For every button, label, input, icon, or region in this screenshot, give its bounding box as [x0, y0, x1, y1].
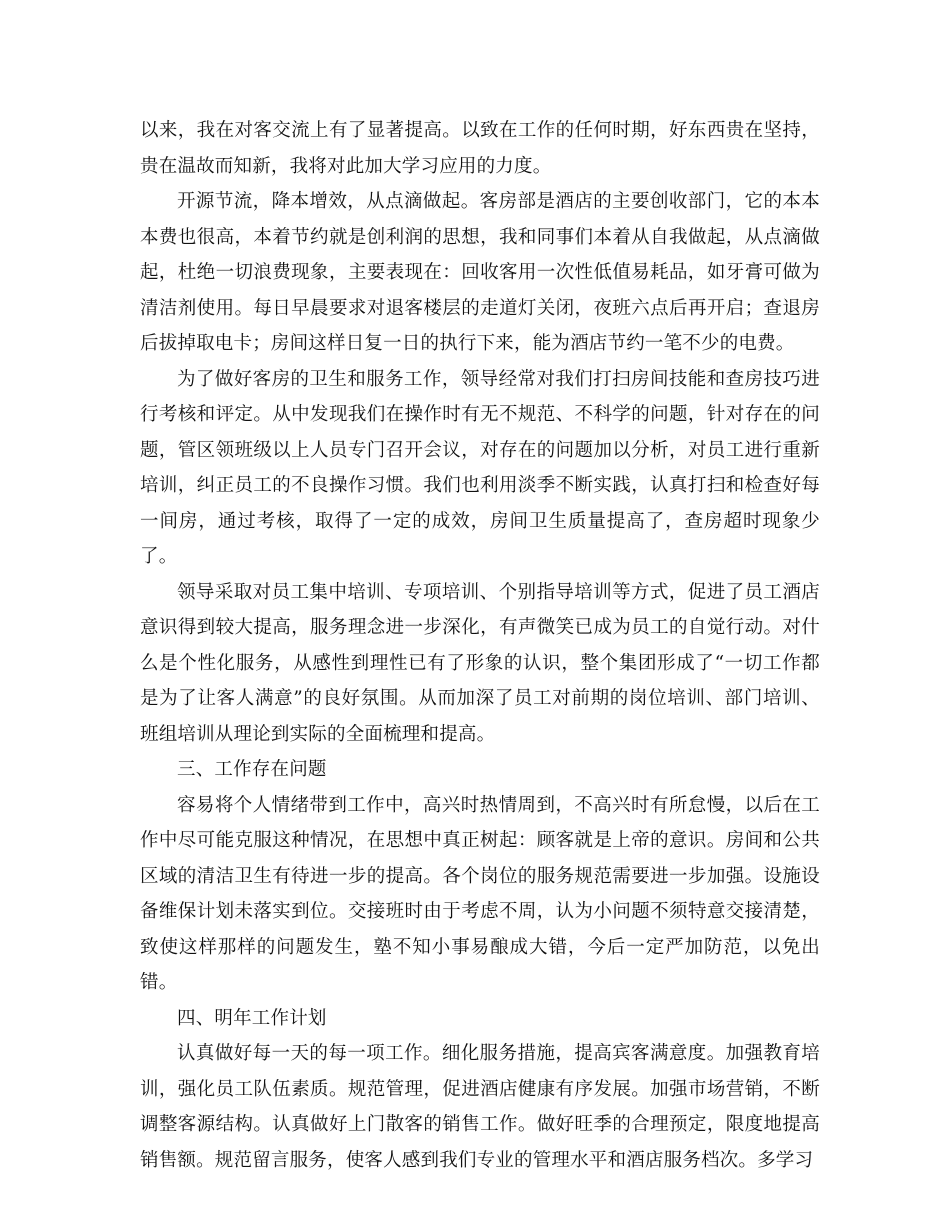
section-heading-next-year-plan: 四、明年工作计划: [177, 1007, 327, 1029]
paragraph-hygiene-service: 为了做好客房的卫生和服务工作，领导经常对我们打扫房间技能和查房技巧进行考核和评定。从中发现我们在操作时有无不规范、不科学的问题，针对存在的问题，管区领班级以上人员专门召开会议，对存在的问题加以分析，对员工进行重新培训，纠正员工的不良操作习惯。我们也利用淡季不断实践，认真打扫和检查好每一间房，通过考核，取得了一定的成效，房间卫生质量提高了，查房超时现象少了。: [140, 368, 820, 567]
paragraph-problems: 容易将个人情绪带到工作中，高兴时热情周到，不高兴时有所怠慢，以后在工作中尽可能克服这种情况，在思想中真正树起：顾客就是上帝的意识。房间和公共区域的清洁卫生有待进一步的提高。各个岗位的服务规范需要进一步加强。设施设备维保计划未落实到位。交接班时由于考虑不周，认为小问题不须特意交接清楚，致使这样那样的问题发生，塾不知小事易酿成大错，今后一定严加防范，以免出错。: [140, 794, 820, 993]
document-page: [140, 113, 820, 1178]
paragraph-continuation: 以来，我在对客交流上有了显著提高。以致在工作的任何时期，好东西贵在坚持，贵在温故而知新，我将对此加大学习应用的力度。: [140, 120, 820, 177]
paragraph-training: 领导采取对员工集中培训、专项培训、个别指导培训等方式，促进了员工酒店意识得到较大提高，服务理念进一步深化，有声微笑已成为员工的自觉行动。对什么是个性化服务，从感性到理性已有了形象的认识，整个集团形成了“一切工作都是为了让客人满意”的良好氛围。从而加深了员工对前期的岗位培训、部门培训、班组培训从理论到实际的全面梳理和提高。: [140, 581, 820, 745]
paragraph-next-year-plan: 认真做好每一天的每一项工作。细化服务措施，提高宾客满意度。加强教育培训，强化员工队伍素质。规范管理，促进酒店健康有序发展。加强市场营销，不断调整客源结构。认真做好上门散客的销售工作。做好旺季的合理预定，限度地提高销售额。规范留言服务，使客人感到我们专业的管理水平和酒店服务档次。多学习: [140, 1043, 820, 1171]
paragraph-cost-saving: 开源节流，降本增效，从点滴做起。客房部是酒店的主要创收部门，它的本本本费也很高，本着节约就是创利润的思想，我和同事们本着从自我做起，从点滴做起，杜绝一切浪费现象，主要表现在：回收客用一次性低值易耗品，如牙膏可做为清洁剂使用。每日早晨要求对退客楼层的走道灯关闭，夜班六点后再开启；查退房后拔掉取电卡；房间这样日复一日的执行下来，能为酒店节约一笔不少的电费。: [140, 191, 820, 354]
section-heading-problems: 三、工作存在问题: [177, 759, 327, 780]
